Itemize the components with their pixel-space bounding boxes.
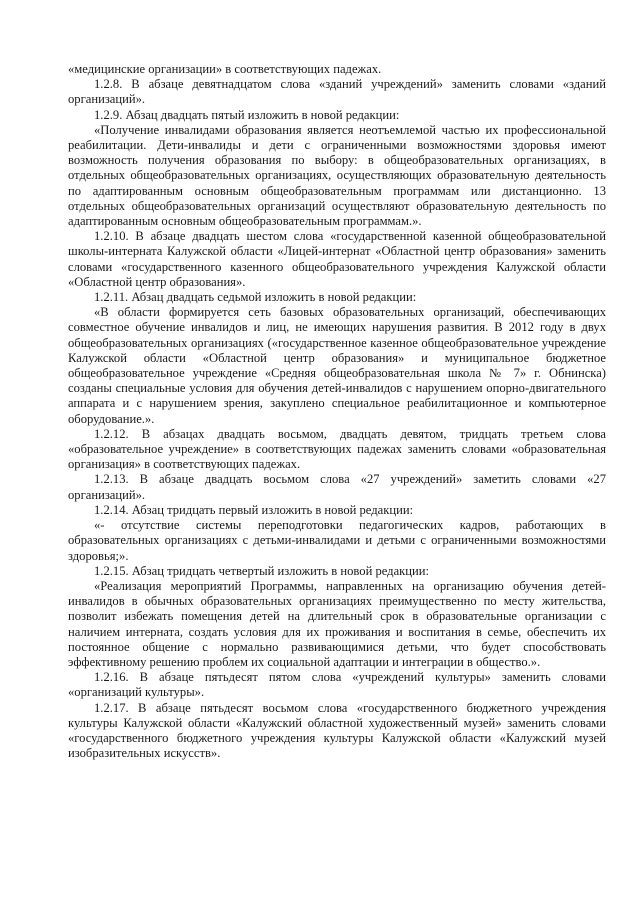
paragraph: 1.2.13. В абзаце двадцать восьмом слова «27 учреждений» заметить словами «27 организаций». — [68, 472, 606, 502]
paragraph: 1.2.10. В абзаце двадцать шестом слова «государственной казенной общеобразовательной школы-интерната Калужской области «Лицей-интернат «Областной центр образования» заменить словами «государственного казенного общеобразовательного учреждения Калужской области «Областной центр образования». — [68, 229, 606, 289]
document-body — [68, 62, 606, 761]
paragraph: «Получение инвалидами образования является неотъемлемой частью их профессиональной реабилитации. Дети-инвалиды и дети с ограниченными возможностями здоровья имеют возможность получения образования по выбору: в общеобразовательных организациях, в отдельных общеобразовательных организациях, осуществляющих образовательную деятельность по адаптированным основным общеобразовательным программам или дистанционно. 13 отдельных общеобразовательных организаций осуществляют образовательную деятельность по адаптированным основным общеобразовательным программам.». — [68, 122, 606, 229]
paragraph: «Реализация мероприятий Программы, направленных на организацию обучения детей-инвалидов в обычных образовательных организациях преимущественно по месту жительства, позволит избежать помещения детей на длительный срок в образовательные организации с наличием интерната, создать условия для их проживания и воспитания в семье, обеспечить их постоянное общение с нормально развивающимися детьми, что будет способствовать эффективному решению проблем их социальной адаптации и интеграции в общество.». — [68, 578, 606, 669]
paragraph: 1.2.8. В абзаце девятнадцатом слова «зданий учреждений» заменить словами «зданий организаций». — [68, 77, 606, 107]
paragraph: «медицинские организации» в соответствующих падежах. — [68, 62, 382, 76]
paragraph: «- отсутствие системы переподготовки педагогических кадров, работающих в образовательных организациях с детьми-инвалидами и детьми с ограниченными возможностями здоровья;». — [68, 518, 606, 563]
paragraph: 1.2.11. Абзац двадцать седьмой изложить в новой редакции: — [94, 290, 417, 305]
paragraph: 1.2.12. В абзацах двадцать восьмом, двадцать девятом, тридцать третьем слова «образовательное учреждение» в соответствующих падежах заменить словами «образовательная организация» в соответствующих падежах. — [68, 426, 606, 472]
paragraph: 1.2.14. Абзац тридцать первый изложить в новой редакции: — [94, 502, 414, 517]
paragraph: 1.2.16. В абзаце пятьдесят пятом слова «учреждений культуры» заменить словами «организаций культуры». — [68, 670, 606, 700]
paragraph: 1.2.15. Абзац тридцать четвертый изложить в новой редакции: — [94, 563, 430, 578]
paragraph: 1.2.17. В абзаце пятьдесят восьмом слова «государственного бюджетного учреждения культуры Калужской области «Калужский областной художественный музей» заменить словами «государственного бюджетного учреждения культуры Калужской области «Калужский музей изобразительных искусств». — [68, 700, 606, 761]
paragraph: «В области формируется сеть базовых образовательных организаций, обеспечивающих совместное обучение инвалидов и лиц, не имеющих нарушения развития. В 2012 году в двух общеобразовательных организациях («государственное казенное общеобразовательное учреждение Калужской области «Областной центр образования» и муниципальное бюджетное общеобразовательное учреждение «Средняя общеобразовательная школа № 7» г. Обнинска) созданы специальные условия для обучения детей-инвалидов с нарушением опорно-двигательного аппарата и с нарушением зрения, закуплено специальное реабилитационное и компьютерное оборудование.». — [68, 305, 606, 426]
paragraph: 1.2.9. Абзац двадцать пятый изложить в новой редакции: — [94, 107, 400, 122]
